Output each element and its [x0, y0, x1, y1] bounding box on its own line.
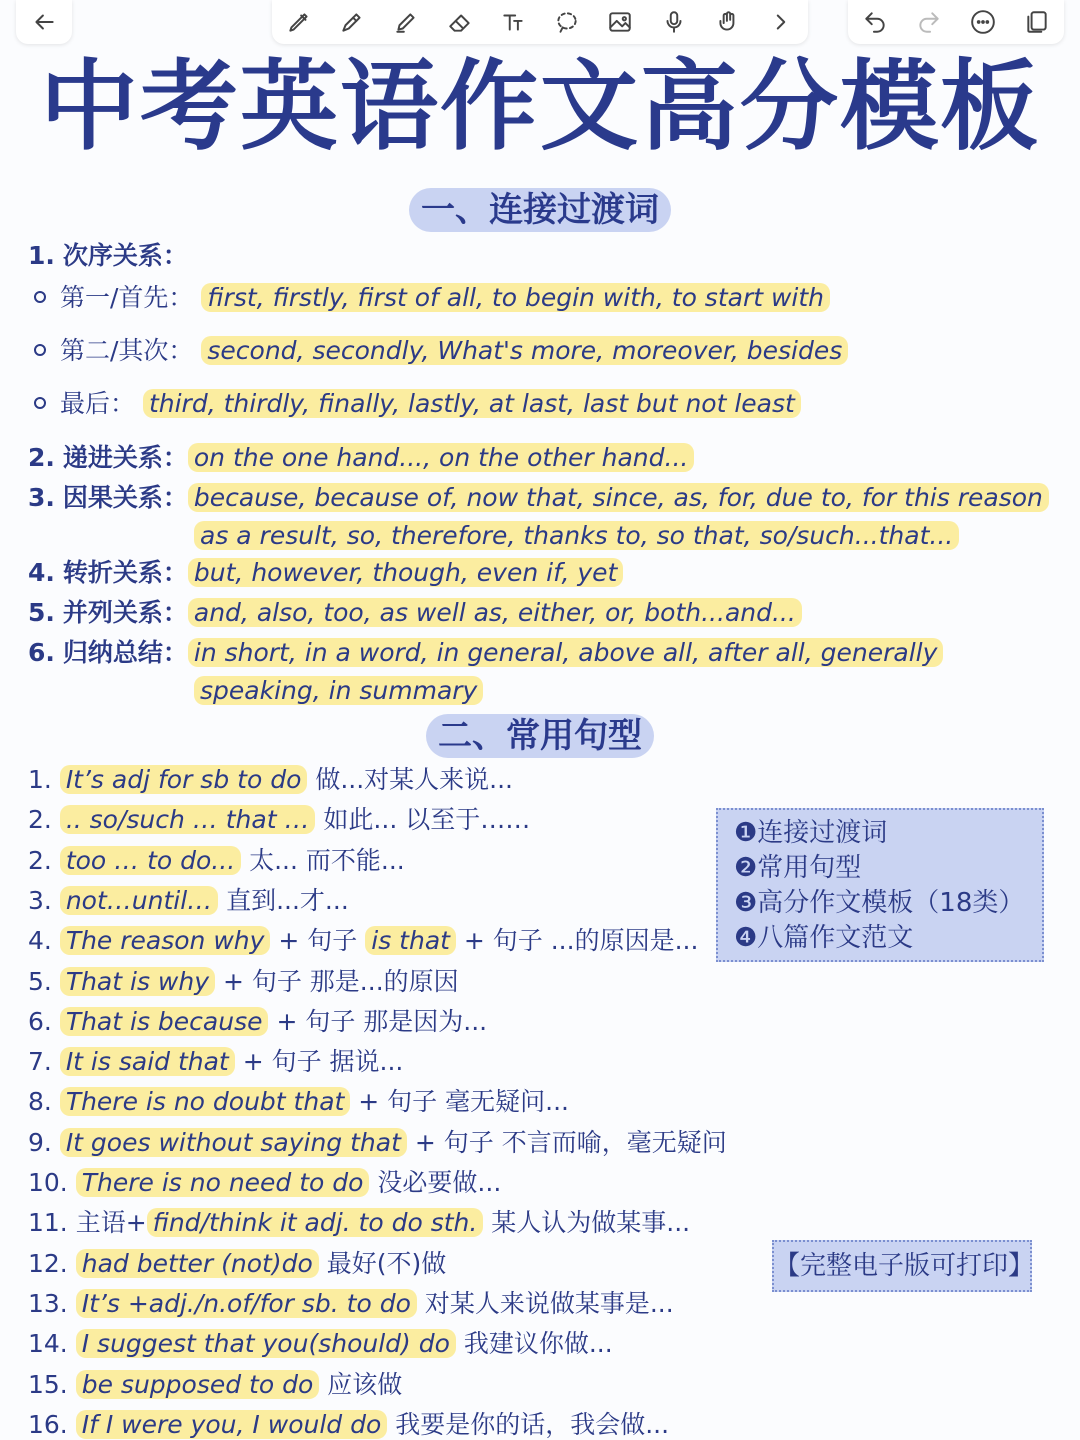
- s1-bullet-1: 第一/首先： first, firstly, first of all, to begin with, to start with: [34, 280, 830, 316]
- pattern-mid: + 句子: [278, 926, 358, 955]
- pattern-row: [28, 802, 530, 838]
- image-icon[interactable]: [602, 4, 638, 40]
- pattern-en: There is no doubt that: [60, 1087, 351, 1116]
- pattern-en: It goes without saying that: [60, 1128, 407, 1157]
- s1-row-6-cont: speaking, in summary: [194, 673, 483, 709]
- s1-row-2: 2. 递进关系： on the one hand..., on the other hand...: [28, 440, 694, 476]
- pattern-en: The reason why: [60, 926, 271, 955]
- pattern-cn: 如此... 以至于……: [323, 805, 531, 834]
- highlighter-icon[interactable]: [388, 4, 424, 40]
- section-heading-1: [0, 188, 1080, 232]
- chevron-right-icon[interactable]: [763, 4, 799, 40]
- pattern-cn: 应该做: [327, 1370, 403, 1399]
- pattern-cn: 太... 而不能...: [249, 846, 405, 875]
- note-item: ❶连接过渡词: [734, 818, 888, 848]
- pattern-num: 7.: [28, 1047, 52, 1076]
- pattern-en: not…until…: [60, 886, 218, 915]
- pattern-cn: + 句子 ...的原因是...: [463, 926, 699, 955]
- s1-row-4: 4. 转折关系： but, however, though, even if, yet: [28, 555, 623, 591]
- pattern-row: [28, 1407, 669, 1440]
- pattern-en: That is because: [60, 1007, 269, 1036]
- back-arrow-icon[interactable]: [26, 4, 62, 40]
- more-options-icon[interactable]: [965, 4, 1001, 40]
- pattern-cn: + 句子 不言而喻，毫无疑问: [414, 1128, 727, 1157]
- pages-icon[interactable]: [1019, 4, 1055, 40]
- pattern-row: [28, 1205, 690, 1241]
- pattern-cn: 直到...才...: [226, 886, 349, 915]
- bullet-icon: [34, 397, 46, 409]
- pattern-num: 12.: [28, 1249, 68, 1278]
- pattern-num: 13.: [28, 1289, 68, 1318]
- eraser-icon[interactable]: [442, 4, 478, 40]
- pattern-cn: 做...对某人来说...: [315, 765, 513, 794]
- s1-bullet-3: 最后： third, thirdly, finally, lastly, at last, last but not least: [34, 386, 801, 422]
- pattern-num: 1.: [28, 765, 52, 794]
- pattern-row: [28, 883, 349, 919]
- s1-row-1: 1. 次序关系：: [28, 241, 188, 270]
- pattern-row: [28, 1125, 727, 1161]
- pattern-cn: 我要是你的话，我会做...: [395, 1410, 670, 1439]
- note-item: ❹八篇作文范文: [734, 923, 914, 953]
- pattern-cn: + 句子 那是因为...: [276, 1007, 488, 1036]
- pattern-num: 14.: [28, 1329, 68, 1358]
- s1-bullet-2: 第二/其次： second, secondly, What's more, moreover, besides: [34, 333, 848, 369]
- pattern-row: [28, 1084, 569, 1120]
- pattern-row: [28, 762, 513, 798]
- pattern-cn: + 句子 据说...: [242, 1047, 404, 1076]
- pattern-en: It’s +adj./n.of/for sb. to do: [76, 1289, 417, 1318]
- toolbar-right: [848, 0, 1064, 44]
- contents-note: [716, 808, 1044, 962]
- pattern-row: [28, 843, 405, 879]
- pattern-row: [28, 1165, 501, 1201]
- pattern-en2: is that: [365, 926, 456, 955]
- pattern-num: 8.: [28, 1087, 52, 1116]
- microphone-icon[interactable]: [656, 4, 692, 40]
- section-heading-1-label: 一、连接过渡词: [409, 188, 671, 232]
- pattern-num: 4.: [28, 926, 52, 955]
- toolbar-left: [16, 0, 72, 44]
- pattern-en: It is said that: [60, 1047, 235, 1076]
- pattern-num: 16.: [28, 1410, 68, 1439]
- pattern-num: 11.: [28, 1208, 68, 1237]
- pattern-num: 5.: [28, 967, 52, 996]
- pattern-num: 3.: [28, 886, 52, 915]
- s1-row-5: 5. 并列关系： and, also, too, as well as, either, or, both...and...: [28, 595, 802, 631]
- bullet-icon: [34, 291, 46, 303]
- text-icon[interactable]: [495, 4, 531, 40]
- pattern-row: [28, 1286, 674, 1322]
- pattern-en: There is no need to do: [76, 1168, 370, 1197]
- s1-row-3: 3. 因果关系： because, because of, now that, since, as, for, due to, for this reason: [28, 480, 1049, 516]
- note-item: ❸高分作文模板（18类）: [734, 888, 1025, 918]
- pattern-num: 9.: [28, 1128, 52, 1157]
- pen-icon[interactable]: [281, 4, 317, 40]
- pattern-en: find/think it adj. to do sth.: [147, 1208, 484, 1237]
- pattern-cn: 最好(不)做: [326, 1249, 447, 1278]
- pattern-row: [28, 1326, 613, 1362]
- pattern-num: 6.: [28, 1007, 52, 1036]
- pattern-en: I suggest that you(should) do: [76, 1329, 456, 1358]
- bullet-icon: [34, 344, 46, 356]
- pattern-cn: + 句子 那是...的原因: [222, 967, 459, 996]
- pattern-num: 10.: [28, 1168, 68, 1197]
- pattern-row: [28, 1004, 487, 1040]
- section-heading-2: [0, 714, 1080, 758]
- pattern-en: too … to do...: [60, 846, 241, 875]
- page-title: 中考英语作文高分模板: [39, 50, 1040, 164]
- note-item: ❷常用句型: [734, 853, 862, 883]
- pattern-en: It’s adj for sb to do: [60, 765, 308, 794]
- pattern-row: [28, 964, 459, 1000]
- pattern-num: 2.: [28, 846, 52, 875]
- section-heading-2-label: 二、常用句型: [426, 714, 654, 758]
- pattern-cn: 某人认为做某事...: [491, 1208, 691, 1237]
- pattern-cn: + 句子 毫无疑问...: [358, 1087, 569, 1116]
- toolbar-tools: [272, 0, 808, 44]
- pattern-row: [28, 1044, 403, 1080]
- pattern-row: [28, 1246, 446, 1282]
- pattern-en: be supposed to do: [76, 1370, 320, 1399]
- pattern-num: 2.: [28, 805, 52, 834]
- pencil-icon[interactable]: [334, 4, 370, 40]
- lasso-icon[interactable]: [549, 4, 585, 40]
- pattern-cn: 对某人来说做某事是...: [424, 1289, 674, 1318]
- gesture-icon[interactable]: [710, 4, 746, 40]
- pattern-en: had better (not)do: [76, 1249, 319, 1278]
- pattern-row: [28, 923, 698, 959]
- pattern-num: 15.: [28, 1370, 68, 1399]
- print-badge: 【完整电子版可打印】: [772, 1240, 1032, 1292]
- pattern-en: If I were you, I would do: [76, 1410, 388, 1439]
- pattern-en: That is why: [60, 967, 215, 996]
- redo-icon[interactable]: [911, 4, 947, 40]
- pattern-pre: 主语+: [75, 1208, 147, 1237]
- s1-row-6: 6. 归纳总结： in short, in a word, in general, above all, after all, generally: [28, 635, 943, 671]
- pattern-row: [28, 1367, 402, 1403]
- undo-icon[interactable]: [857, 4, 893, 40]
- s1-row-3-cont: as a result, so, therefore, thanks to, so that, so/such...that...: [194, 518, 959, 554]
- pattern-cn: 我建议你做...: [463, 1329, 613, 1358]
- pattern-en: .. so/such … that …: [60, 805, 316, 834]
- pattern-cn: 没必要做...: [377, 1168, 502, 1197]
